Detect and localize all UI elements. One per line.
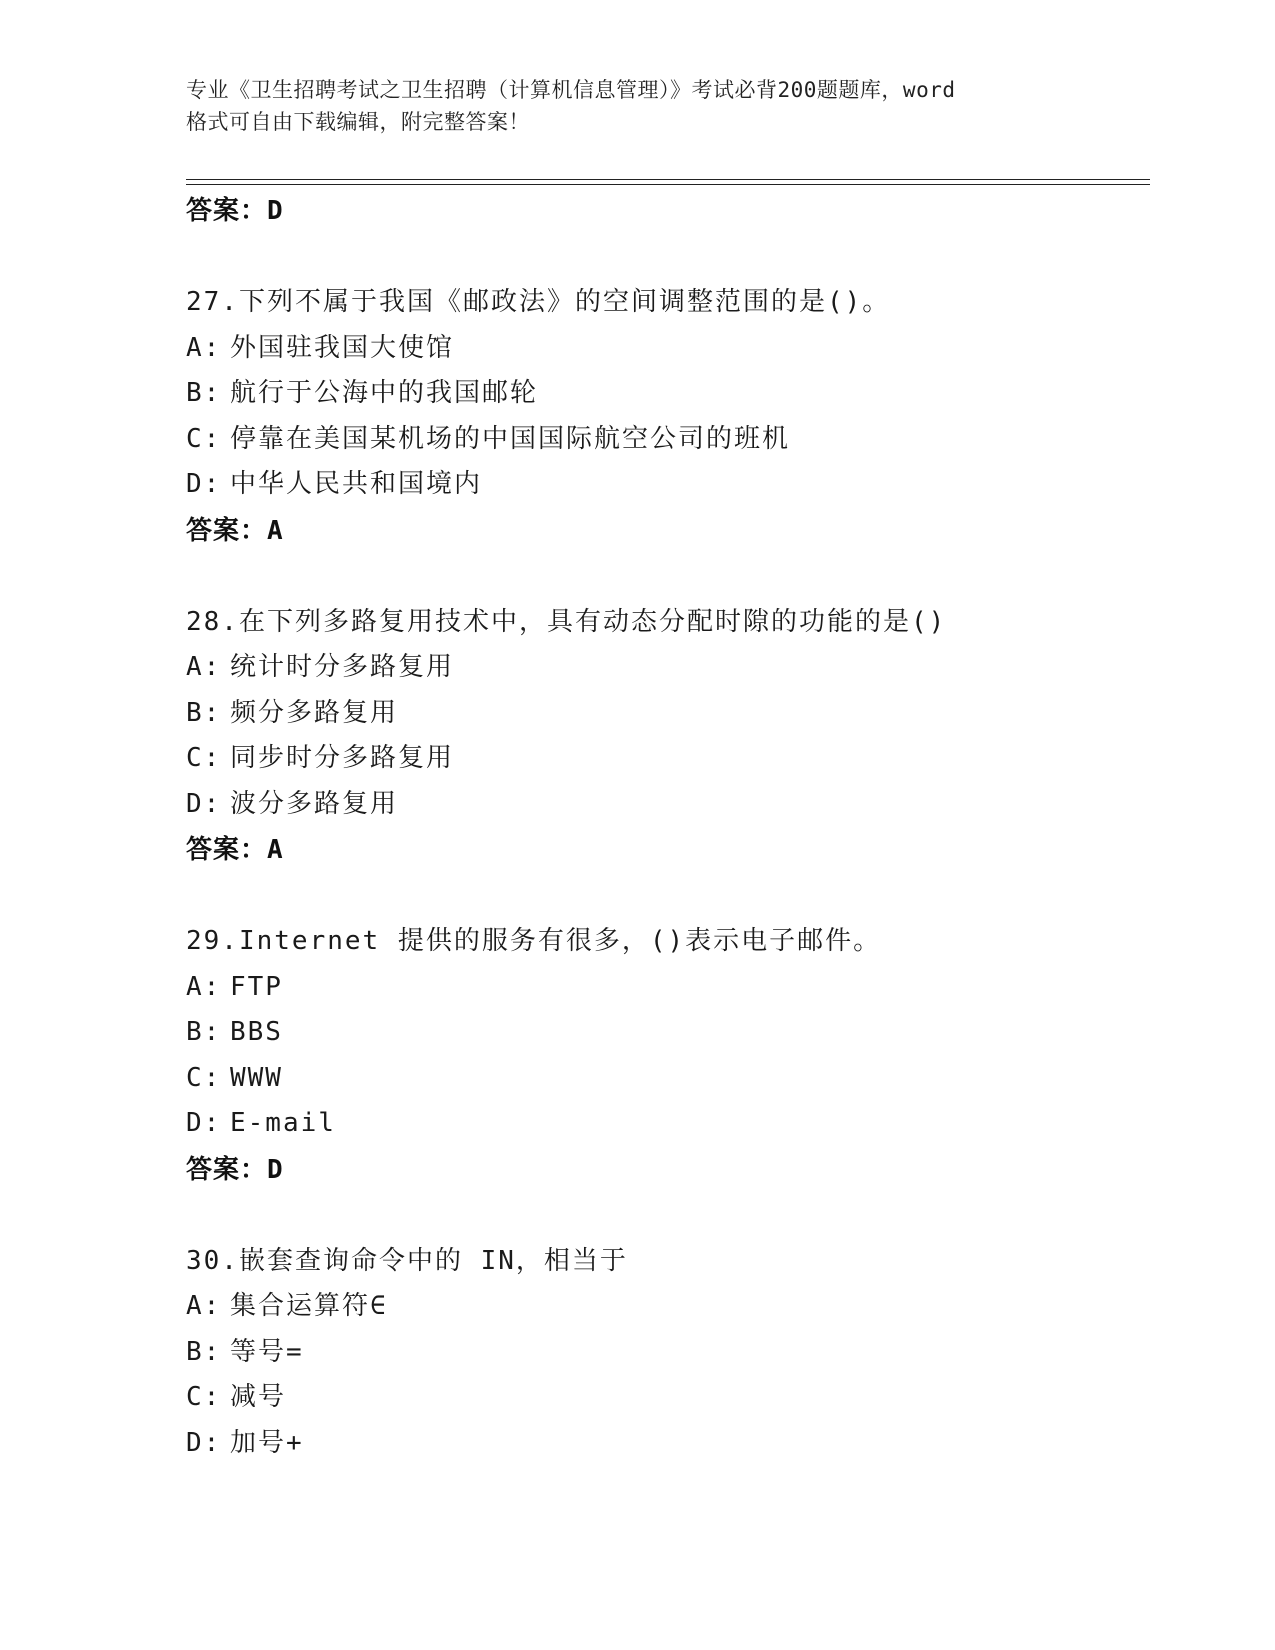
- document-header: [186, 74, 1086, 138]
- option-text: WWW: [230, 1062, 283, 1093]
- option-text: 停靠在美国某机场的中国国际航空公司的班机: [230, 423, 791, 454]
- answer: 答案：A: [186, 515, 284, 546]
- option-letter: C:: [186, 423, 222, 454]
- header-line-2: 格式可自由下载编辑，附完整答案！: [186, 110, 530, 134]
- option-text: 集合运算符∈: [230, 1291, 388, 1321]
- option-letter: C:: [186, 1382, 222, 1412]
- question-30: [186, 1239, 1150, 1467]
- option-letter: A:: [186, 1291, 222, 1321]
- option-letter: D:: [186, 1427, 222, 1458]
- option-letter: C:: [186, 743, 222, 773]
- option-letter: D:: [186, 788, 222, 819]
- option-text: 频分多路复用: [230, 697, 399, 728]
- question-29: [186, 919, 1150, 1193]
- option-text: 等号=: [230, 1336, 304, 1367]
- header-divider-bottom: [186, 184, 1150, 185]
- option-d: [186, 782, 1150, 828]
- option-a: [186, 645, 1150, 691]
- option-b: [186, 1010, 1150, 1056]
- option-text: 同步时分多路复用: [230, 743, 455, 773]
- answer: 答案：A: [186, 835, 284, 865]
- option-text: FTP: [230, 971, 283, 1002]
- option-b: [186, 1330, 1150, 1376]
- option-c: [186, 1375, 1150, 1421]
- question-title: 30.嵌套查询命令中的 IN，相当于: [186, 1245, 628, 1276]
- question-list: [186, 188, 1150, 1466]
- header-divider-top: [186, 179, 1150, 180]
- option-letter: A:: [186, 971, 222, 1002]
- option-letter: B:: [186, 1336, 222, 1367]
- option-a: [186, 965, 1150, 1011]
- option-c: [186, 736, 1150, 782]
- option-letter: C:: [186, 1062, 222, 1093]
- previous-answer: 答案：D: [186, 196, 284, 226]
- option-text: 航行于公海中的我国邮轮: [230, 378, 539, 408]
- option-a: [186, 326, 1150, 372]
- question-27: [186, 280, 1150, 554]
- option-d: [186, 462, 1150, 508]
- question-title: 29.Internet 提供的服务有很多，()表示电子邮件。: [186, 926, 882, 956]
- question-28: [186, 600, 1150, 874]
- option-a: [186, 1284, 1150, 1330]
- option-text: 波分多路复用: [230, 788, 399, 819]
- option-letter: A:: [186, 332, 222, 363]
- option-text: 外国驻我国大使馆: [230, 332, 455, 363]
- option-letter: B:: [186, 378, 222, 408]
- header-line-1: 专业《卫生招聘考试之卫生招聘（计算机信息管理）》考试必背200题题库，word: [186, 78, 956, 102]
- option-letter: A:: [186, 652, 222, 682]
- option-text: 中华人民共和国境内: [230, 469, 483, 499]
- option-text: 减号: [230, 1382, 287, 1412]
- option-b: [186, 691, 1150, 737]
- option-letter: D:: [186, 469, 222, 499]
- option-b: [186, 371, 1150, 417]
- option-c: [186, 417, 1150, 463]
- option-text: 加号+: [230, 1427, 304, 1458]
- option-c: [186, 1056, 1150, 1102]
- option-letter: B:: [186, 697, 222, 728]
- option-text: BBS: [230, 1017, 283, 1047]
- question-title: 28.在下列多路复用技术中，具有动态分配时隙的功能的是(): [186, 606, 947, 637]
- option-text: E-mail: [230, 1108, 336, 1138]
- question-title: 27.下列不属于我国《邮政法》的空间调整范围的是()。: [186, 287, 891, 317]
- option-text: 统计时分多路复用: [230, 652, 455, 682]
- option-letter: D:: [186, 1108, 222, 1138]
- answer: 答案：D: [186, 1154, 284, 1185]
- option-d: [186, 1101, 1150, 1147]
- option-letter: B:: [186, 1017, 222, 1047]
- option-d: [186, 1421, 1150, 1467]
